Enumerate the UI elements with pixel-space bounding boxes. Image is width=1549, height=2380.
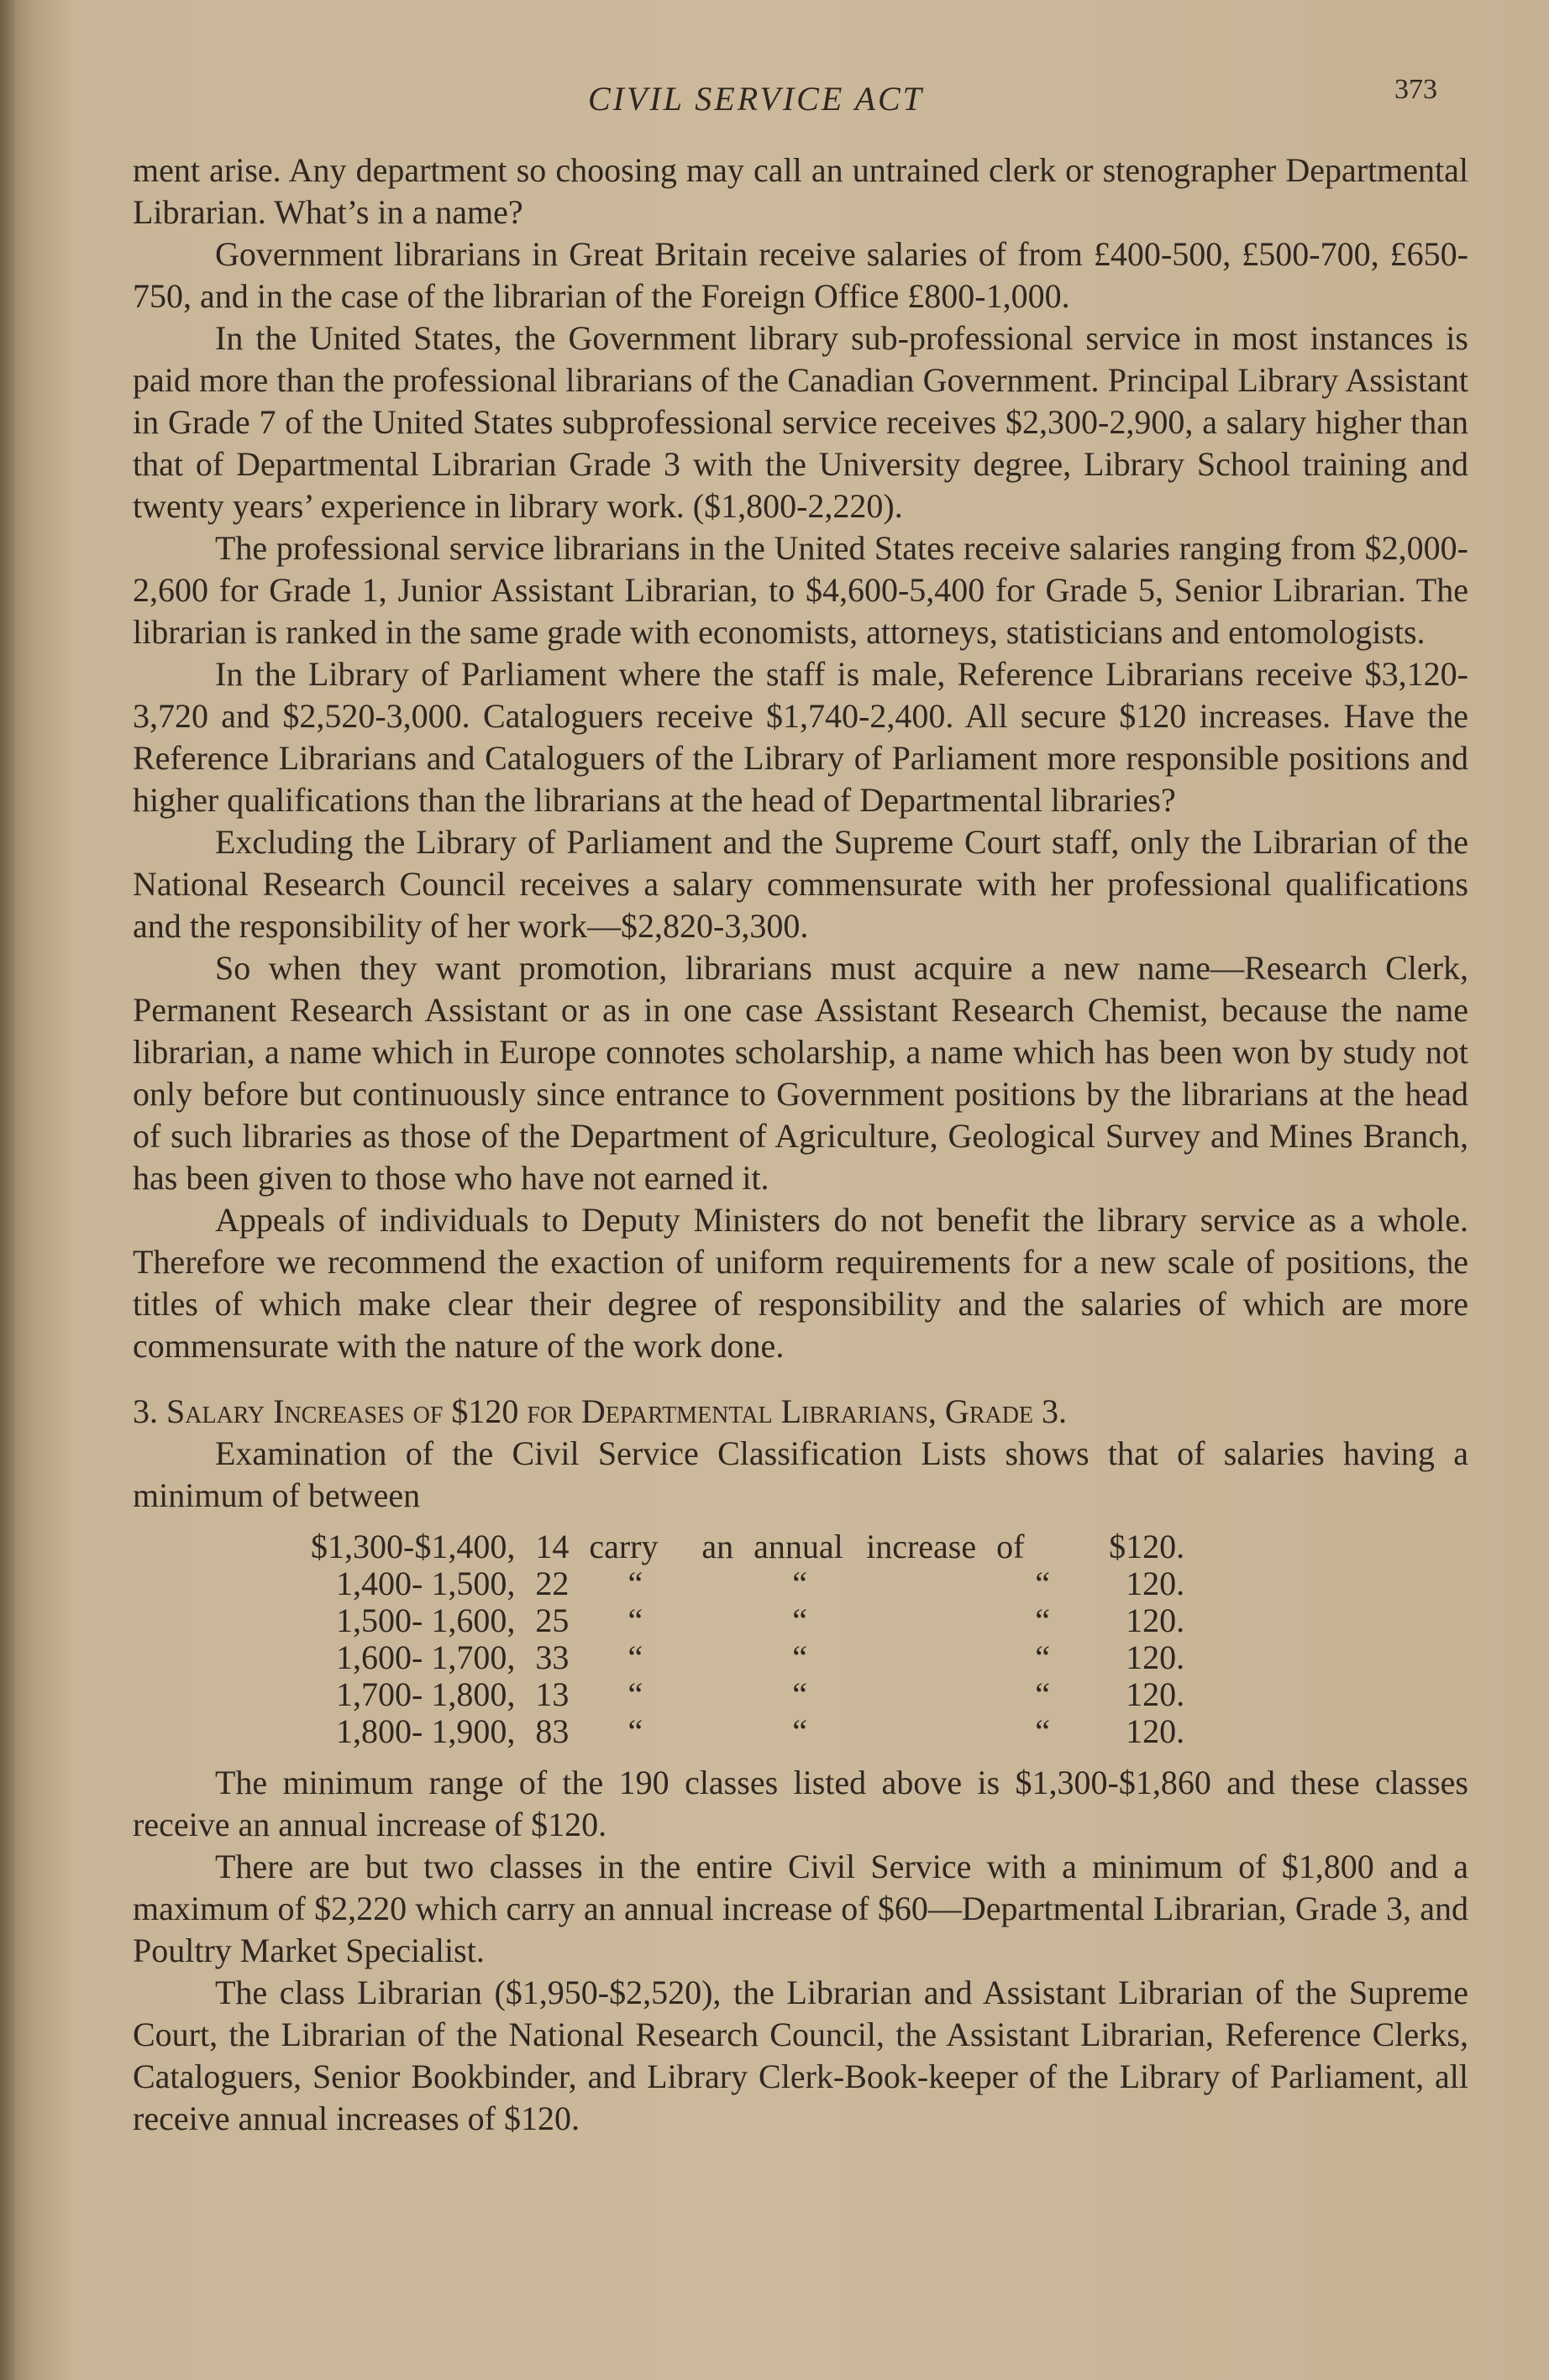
- of-cell: of: [996, 1528, 1025, 1565]
- paragraph: The class Librarian ($1,950-$2,520), the Librarian and Assistant Librarian of the Supreme Court, the Librarian of the National Research Council, the Assistant Librarian, Reference Clerks, Cataloguers, Senior Bookbinder, and Library Clerk-Book-keeper of the Library of Parliament, all receive annual increases of $120.: [133, 1974, 1468, 2137]
- ditto-mark: “: [627, 1712, 643, 1750]
- salary-range: 1,500- 1,600,: [336, 1602, 516, 1639]
- class-count: 25: [535, 1602, 570, 1639]
- ditto-mark: “: [1035, 1565, 1050, 1602]
- binding-edge: [0, 0, 15, 2380]
- ditto-mark: “: [627, 1675, 643, 1713]
- table-row: [301, 1713, 1195, 1750]
- increase-amount: 120.: [1126, 1712, 1185, 1750]
- ditto-mark: “: [627, 1638, 643, 1676]
- paragraph: Government librarians in Great Britain receive salaries of from £400-500, £500-700, £650-750, and in the case of the librarian of the Foreign Office £800-1,000.: [133, 235, 1468, 315]
- salary-range: 1,600- 1,700,: [336, 1638, 516, 1676]
- ditto-mark: “: [792, 1602, 807, 1639]
- table-row: [301, 1676, 1195, 1713]
- salary-range: 1,800- 1,900,: [336, 1712, 516, 1750]
- verb-cell: carry: [589, 1528, 659, 1565]
- ditto-mark: “: [792, 1675, 807, 1713]
- paragraph: In the Library of Parliament where the staff is male, Reference Librarians receive $3,120-3,720 and $2,520-3,000. Cataloguers receive $1,740-2,400. All secure $120 increases. Have the Reference Librarians and Cataloguers of the Library of Parliament more responsible positions and higher qualifications than the librarians at the head of Departmental libraries?: [133, 655, 1468, 819]
- page-number: 373: [1394, 74, 1437, 105]
- paragraph: The minimum range of the 190 classes listed above is $1,300-$1,860 and these classes receive an annual increase of $120.: [133, 1764, 1468, 1843]
- increase-cell: [856, 1602, 986, 1639]
- table-row: [301, 1602, 1195, 1639]
- ditto-mark: “: [627, 1565, 643, 1602]
- salary-range: $1,300-$1,400,: [311, 1528, 516, 1565]
- increase-amount: 120.: [1126, 1675, 1185, 1713]
- article-cell: [691, 1602, 743, 1639]
- running-title: CIVIL SERVICE ACT: [588, 80, 924, 118]
- annual-cell: annual: [753, 1528, 843, 1565]
- class-count: 13: [535, 1675, 570, 1713]
- salary-range: 1,700- 1,800,: [336, 1675, 516, 1713]
- increase-amount: 120.: [1126, 1602, 1185, 1639]
- table-row: [301, 1639, 1195, 1676]
- increase-amount: $120.: [1109, 1528, 1185, 1565]
- page-header: [0, 74, 1549, 124]
- paragraph: The professional service librarians in the United States receive salaries ranging from $2,000-2,600 for Grade 1, Junior Assistant Librarian, to $4,600-5,400 for Grade 5, Senior Librarian. The librarian is ranked in the same grade with economists, attorneys, statisticians and entomologists.: [133, 529, 1468, 651]
- increase-amount: 120.: [1126, 1565, 1185, 1602]
- salary-increase-table: [301, 1528, 1195, 1750]
- article-cell: [691, 1639, 743, 1676]
- salary-range: 1,400- 1,500,: [336, 1565, 516, 1602]
- table-row: [301, 1565, 1195, 1602]
- increase-cell: [856, 1713, 986, 1750]
- increase-cell: [856, 1639, 986, 1676]
- paragraph: ment arise. Any department so choosing may call an untrained clerk or stenographer Departmental Librarian. What’s in a name?: [133, 151, 1468, 231]
- paragraph: So when they want promotion, librarians must acquire a new name—Research Clerk, Permanent Research Assistant or as in one case Assistant Research Chemist, because the name librarian, a name which in Europe connotes scholarship, a name which has been won by study not only before but continuously since entrance to Government positions by the librarians at the head of such libraries as those of the Department of Agriculture, Geological Survey and Mines Branch, has been given to those who have not earned it.: [133, 949, 1468, 1197]
- class-count: 83: [535, 1712, 570, 1750]
- article-cell: [691, 1676, 743, 1713]
- ditto-mark: “: [1035, 1675, 1050, 1713]
- increase-cell: increase: [866, 1528, 977, 1565]
- section-intro: Examination of the Civil Service Classification Lists shows that of salaries having a minimum of between: [133, 1434, 1468, 1514]
- ditto-mark: “: [627, 1602, 643, 1639]
- article-cell: [691, 1565, 743, 1602]
- ditto-mark: “: [792, 1638, 807, 1676]
- paragraph: Excluding the Library of Parliament and the Supreme Court staff, only the Librarian of the National Research Council receives a salary commensurate with her professional qualifications and the responsibility of her work—$2,820-3,300.: [133, 823, 1468, 945]
- paragraph: In the United States, the Government library sub-professional service in most instances is paid more than the professional librarians of the Canadian Government. Principal Library Assistant in Grade 7 of the United States subprofessional service receives $2,300-2,900, a salary higher than that of Departmental Librarian Grade 3 with the University degree, Library School training and twenty years’ experience in library work. ($1,800-2,220).: [133, 319, 1468, 525]
- ditto-mark: “: [1035, 1602, 1050, 1639]
- increase-cell: [856, 1676, 986, 1713]
- ditto-mark: “: [1035, 1712, 1050, 1750]
- class-count: 22: [535, 1565, 570, 1602]
- article-cell: an: [701, 1528, 734, 1565]
- paragraph: There are but two classes in the entire Civil Service with a minimum of $1,800 and a maximum of $2,220 which carry an annual increase of $60—Departmental Librarian, Grade 3, and Poultry Market Specialist.: [133, 1848, 1468, 1969]
- class-count: 33: [535, 1638, 570, 1676]
- section-heading: 3. Salary Increases of $120 for Departmental Librarians, Grade 3.: [133, 1392, 1068, 1430]
- ditto-mark: “: [792, 1712, 807, 1750]
- increase-cell: [856, 1565, 986, 1602]
- increase-amount: 120.: [1126, 1638, 1185, 1676]
- table-row: [301, 1528, 1195, 1565]
- ditto-mark: “: [792, 1565, 807, 1602]
- page-body: [133, 149, 1468, 2140]
- class-count: 14: [535, 1528, 570, 1565]
- paragraph: Appeals of individuals to Deputy Ministers do not benefit the library service as a whole. Therefore we recommend the exaction of uniform requirements for a new scale of positions, the titles of which make clear their degree of responsibility and the salaries of which are more commensurate with the nature of the work done.: [133, 1201, 1468, 1365]
- ditto-mark: “: [1035, 1638, 1050, 1676]
- article-cell: [691, 1713, 743, 1750]
